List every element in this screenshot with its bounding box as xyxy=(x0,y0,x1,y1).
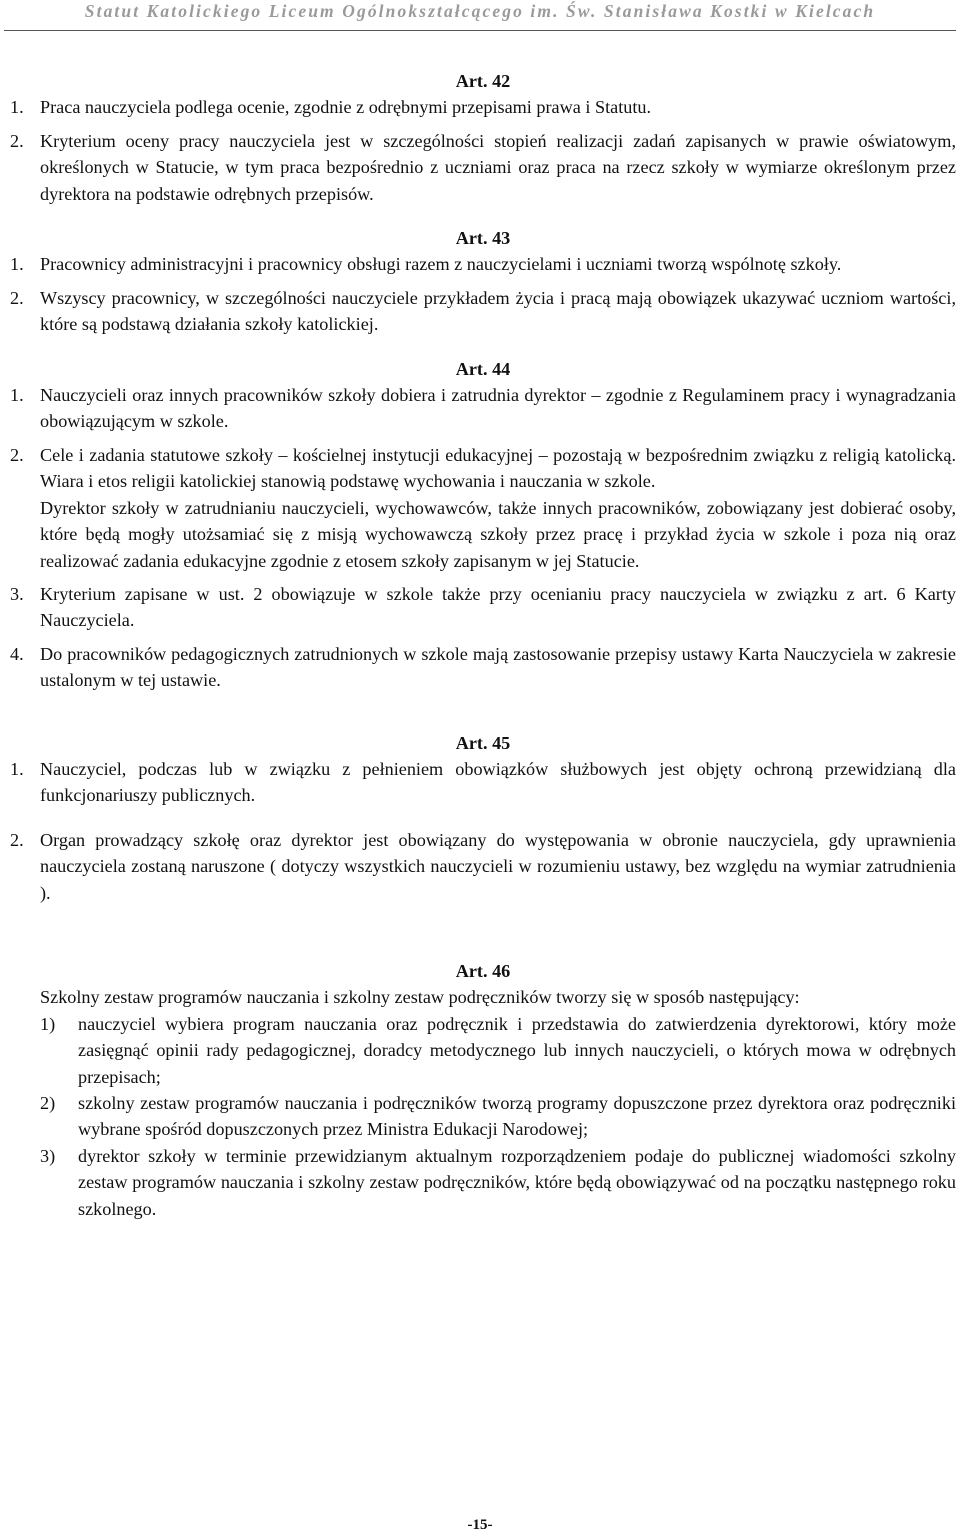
paragraph-text: Nauczycieli oraz innych pracowników szkoły dobiera i zatrudnia dyrektor – zgodnie z Regulaminem pracy i wynagradzania obowiązującym w szkole. xyxy=(40,385,956,432)
article-title: Art. 43 xyxy=(455,228,511,249)
paragraph-number: 2. xyxy=(10,287,24,308)
list-item xyxy=(10,1090,956,1143)
paragraph-continuation: Dyrektor szkoły w zatrudnianiu nauczycieli, wychowawców, także innych pracowników, zobowiązany jest dobierać osoby, które będą mogły utożsamiać się z misją wychowawczą szkoły przez pracę i przykład życia w szkole i poza nią oraz realizować zadania edukacyjne zgodnie z etosem szkoły zapisanym w jej Statucie. xyxy=(40,497,956,571)
header-divider xyxy=(4,30,956,31)
paragraph-text: Kryterium oceny pracy nauczyciela jest w szczególności stopień realizacji zadań zapisanych w prawie oświatowym, określonych w Statucie, w tym praca bezpośrednio z uczniami oraz praca na rzecz szkoły w wymiarze określonym przez dyrektora na podstawie odrębnych przepisów. xyxy=(40,130,956,204)
paragraph xyxy=(10,285,956,338)
list-item-number: 2) xyxy=(40,1093,56,1113)
article-title: Art. 46 xyxy=(455,960,511,981)
article-title: Art. 42 xyxy=(455,71,511,91)
paragraph xyxy=(10,128,956,207)
article-intro: Szkolny zestaw programów nauczania i szkolny zestaw podręczników tworzy się w sposób następujący: xyxy=(40,987,800,1008)
paragraph-number: 1. xyxy=(10,97,24,118)
paragraph xyxy=(10,251,956,277)
paragraph-number: 4. xyxy=(10,643,24,664)
paragraph xyxy=(10,827,956,906)
article-title: Art. 44 xyxy=(455,358,511,379)
paragraph-text: Cele i zadania statutowe szkoły – kościelnej instytucji edukacyjnej – pozostają w bezpośrednim związku z religią katolicką. Wiara i etos religii katolickiej stanowią podstawę wychowania i nauczania w szkole. xyxy=(40,444,956,492)
list-item xyxy=(10,1143,956,1222)
paragraph-text: Pracownicy administracyjni i pracownicy obsługi razem z nauczycielami i uczniami tworzą wspólnotę szkoły. xyxy=(40,254,842,275)
paragraph xyxy=(10,442,956,495)
paragraph xyxy=(10,94,956,120)
paragraph-number: 2. xyxy=(10,130,24,151)
paragraph-text: Organ prowadzący szkołę oraz dyrektor jest obowiązany do występowania w obronie nauczyciela, gdy uprawnienia nauczyciela zostaną naruszone ( dotyczy wszystkich nauczycieli w rozumieniu ustawy, bez względu na wymiar zatrudnienia ). xyxy=(40,829,956,903)
list-item-number: 1) xyxy=(40,1013,56,1034)
paragraph xyxy=(10,756,956,809)
paragraph-number: 1. xyxy=(10,254,24,275)
paragraph-number: 1. xyxy=(10,758,24,779)
paragraph-text: Kryterium zapisane w ust. 2 obowiązuje w szkole także przy ocenianiu pracy nauczyciela w związku z art. 6 Karty Nauczyciela. xyxy=(40,583,956,631)
list-item-text: dyrektor szkoły w terminie przewidzianym aktualnym rozporządzeniem podaje do publicznej wiadomości szkolny zestaw programów nauczania i szkolny zestaw podręczników, które będą obowiązywać od na początku następnego roku szkolnego. xyxy=(78,1145,956,1219)
paragraph xyxy=(10,382,956,435)
article-title: Art. 45 xyxy=(455,732,511,753)
page-content xyxy=(10,68,956,1222)
paragraph-number: 2. xyxy=(10,829,24,850)
paragraph xyxy=(10,581,956,634)
paragraph-number: 3. xyxy=(10,583,24,604)
paragraph-text: Nauczyciel, podczas lub w związku z pełnieniem obowiązków służbowych jest objęty ochroną przewidzianą dla funkcjonariuszy publicznych. xyxy=(40,758,956,806)
page-number: -15- xyxy=(467,1517,493,1533)
paragraph-number: 1. xyxy=(10,385,24,406)
paragraph-text: Praca nauczyciela podlega ocenie, zgodnie z odrębnymi przepisami prawa i Statutu. xyxy=(40,97,652,118)
paragraph-number: 2. xyxy=(10,444,24,465)
list-item-text: nauczyciel wybiera program nauczania oraz podręcznik i przedstawia do zatwierdzenia dyrektorowi, który może zasięgnąć opinii rady pedagogicznej, doradcy metodycznego lub innych nauczycieli, o których mowa w odrębnych przepisach; xyxy=(78,1013,956,1087)
document-header: Statut Katolickiego Liceum Ogólnokształcącego im. Św. Stanisława Kostki w Kielcach xyxy=(84,1,876,21)
list-item-number: 3) xyxy=(40,1145,56,1166)
list-item xyxy=(10,1011,956,1090)
paragraph-text: Do pracowników pedagogicznych zatrudnionych w szkole mają zastosowanie przepisy ustawy Karta Nauczyciela w zakresie ustalonym w tej ustawie. xyxy=(40,643,956,691)
list-item-text: szkolny zestaw programów nauczania i podręczników tworzą programy dopuszczone przez dyrektora oraz podręczniki wybrane spośród dopuszczonych przez Ministra Edukacji Narodowej; xyxy=(78,1093,956,1140)
paragraph xyxy=(10,641,956,694)
paragraph-text: Wszyscy pracownicy, w szczególności nauczyciele przykładem życia i pracą mają obowiązek ukazywać uczniom wartości, które są podstawą działania szkoły katolickiej. xyxy=(40,287,956,335)
